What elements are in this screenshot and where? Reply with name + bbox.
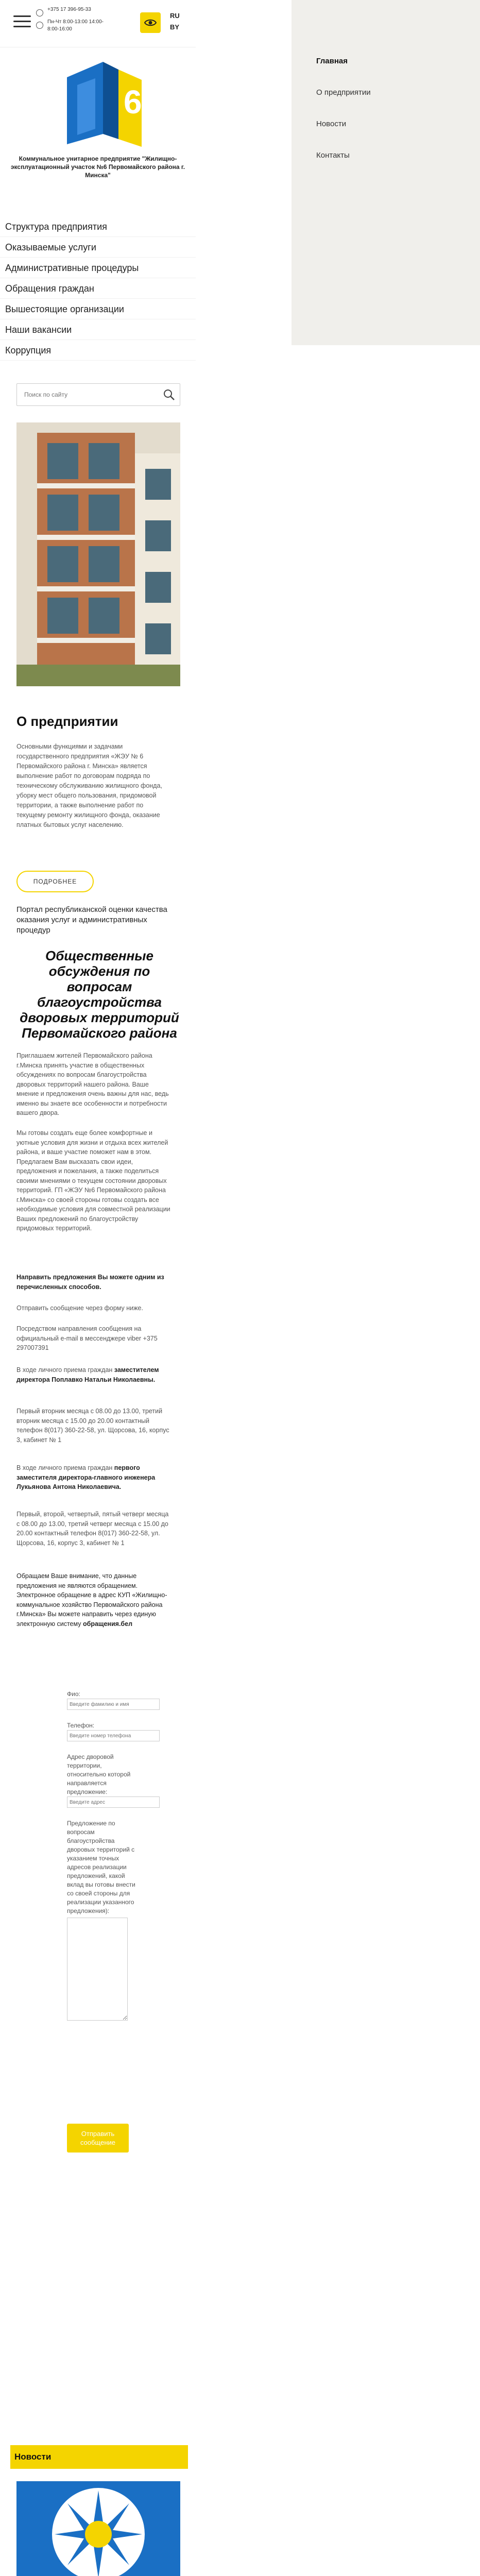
phone-input[interactable] [67, 1730, 160, 1741]
menu-item-home[interactable]: Главная [316, 57, 348, 65]
discussion-p3: Направить предложения Вы можете одним из перечисленных способов. [16, 1274, 164, 1291]
menu-item-about[interactable]: О предприятии [316, 88, 371, 97]
sidemenu-item[interactable]: Обращения граждан [0, 278, 196, 299]
burger-menu-icon[interactable] [13, 15, 31, 29]
eye-icon [144, 19, 157, 27]
news-title: Новости [14, 2452, 52, 2462]
sidemenu-item[interactable]: Административные процедуры [0, 258, 196, 278]
discussion-p5: Посредством направления сообщения на официальный e-mail в мессенджере viber +375 297007391 [16, 1325, 158, 1351]
org-name: Коммунальное унитарное предприятие "Жилищно-эксплуатационный участок №6 Первомайского района г. Минска" [10, 155, 185, 179]
language-switch [170, 10, 180, 33]
proposal-form [67, 1690, 139, 2021]
sidemenu-item[interactable]: Наши вакансии [0, 319, 196, 340]
sidemenu-item[interactable]: Структура предприятия [0, 216, 196, 237]
search-input[interactable] [17, 384, 151, 405]
main-column [0, 0, 196, 2576]
proposal-textarea[interactable] [67, 1918, 128, 2021]
search-icon[interactable] [163, 389, 175, 400]
lang-by[interactable]: BY [170, 23, 180, 31]
logo[interactable] [46, 57, 149, 149]
discussion-p2: Мы готовы создать еще более комфортные и уютные условия для жизни и отдыха всех жителей района, и ваше участие поможет нам в этом. Предлагаем Вам высказать свои идеи, предложения и пожелания, а также поделиться своими мнениями о текущем состоянии дворовых территорий. ГП «ЖЭУ №6 Первомайского района г.Минска» со своей стороны готовы создать все необходимые условия для совместной реализации Ваших предложений по благоустройству придомовых территорий. [16, 1129, 170, 1232]
discussion-p10: Обращаем Ваше внимание, что данные предложения не являются обращением. Электронное обращение в адрес КУП «Жилищно-коммунальное хозяйство Первомайского района г.Минска» Вы можете направить через единую электронную систему обращения.бел [16, 1572, 167, 1628]
discussion-p6: В ходе личного приема граждан заместителем директора Поплавко Натальи Николаевны. [16, 1366, 159, 1383]
menu-item-contacts[interactable]: Контакты [316, 151, 350, 160]
sidemenu-item[interactable]: Вышестоящие организации [0, 299, 196, 319]
portal-link[interactable]: Портал республиканской оценки качества оказания услуг и административных процедур [16, 905, 167, 935]
sidemenu-item[interactable]: Оказываемые услуги [0, 237, 196, 258]
logo-number: 6 [124, 83, 142, 121]
discussion-p1: Приглашаем жителей Первомайского района г.Минска принять участие в общественных обсуждениях по вопросам благоустройства дворовых территорий нашего района. Ваше мнение и предложения очень важны для нас, ведь именно вы знаете все особенности и потребности вашего двора. [16, 1052, 169, 1116]
sidemenu-item[interactable]: Коррупция [0, 340, 196, 361]
top-bar [0, 0, 196, 47]
side-menu [0, 216, 196, 361]
discussion-p4: Отправить сообщение через форму ниже. [16, 1304, 143, 1312]
news-header [10, 2445, 188, 2469]
building-photo [16, 422, 180, 686]
about-text: Основными функциями и задачами государственного предприятия «ЖЭУ № 6 Первомайского района г. Минска» является выполнение работ по договорам подряда по техническому обслуживанию жилищного фонда, уборку мест общего пользования, придомовой территории, а также выполнение работ по текущему ремонту жилищного фонда, оказание платных бытовых услуг населению. [16, 743, 162, 828]
accessibility-eye-button[interactable] [140, 12, 161, 33]
discussion-p8: В ходе личного приема граждан первого заместителя директора-главного инженера Лукьянова Антона Николаевича. [16, 1464, 156, 1490]
address-label: Адрес дворовой территории, относительно которой направляется предложение: [67, 1753, 131, 1795]
phone-number[interactable]: +375 17 396-95-33 [47, 7, 91, 12]
phone-label: Телефон: [67, 1722, 95, 1729]
proposal-label: Предложение по вопросам благоустройства дворовых территорий с указанием точных адресов реализации предложений, какой вклад вы готовы внести со своей стороны для реализации указанного предложения): [67, 1820, 135, 1914]
phone-icon [36, 9, 43, 16]
menu-item-news[interactable]: Новости [316, 120, 347, 128]
about-more-button[interactable]: ПОДРОБНЕЕ [16, 871, 94, 892]
lang-ru[interactable]: RU [170, 12, 180, 20]
news-image[interactable] [16, 2481, 180, 2576]
appeals-link[interactable]: обращения.бел [82, 1620, 133, 1628]
discussion-p7: Первый вторник месяца с 08.00 до 13.00, третий вторник месяца с 15.00 до 20.00 контактный телефон 8(017) 360-22-58, ул. Щорсова, 16, корпус 3, кабинет № 1 [16, 1408, 169, 1444]
discussion-p9: Первый, второй, четвертый, пятый четверг месяца с 08.00 до 13.00, третий четверг месяца с 15.00 до 20.00 контактный телефон 8(017) 360-22-58, ул. Щорсова, 16, корпус 3, кабинет № 1 [16, 1511, 169, 1547]
discussion-title: Общественные обсуждения по вопросам благоустройства дворовых территорий Первомайского района [20, 948, 179, 1041]
name-input[interactable] [67, 1699, 160, 1710]
name-label: Фио: [67, 1690, 80, 1698]
search-box [16, 383, 180, 406]
about-title: О предприятии [16, 714, 118, 729]
address-input[interactable] [67, 1797, 160, 1808]
clock-icon [36, 22, 43, 29]
submit-button[interactable]: Отправить сообщение [67, 2124, 129, 2153]
contacts [36, 6, 149, 35]
slide-menu-panel [292, 0, 480, 345]
gap [196, 0, 292, 2576]
work-hours: Пн-Чт 8:00-13:00 14:00- 8:00-16:00 [47, 19, 104, 32]
